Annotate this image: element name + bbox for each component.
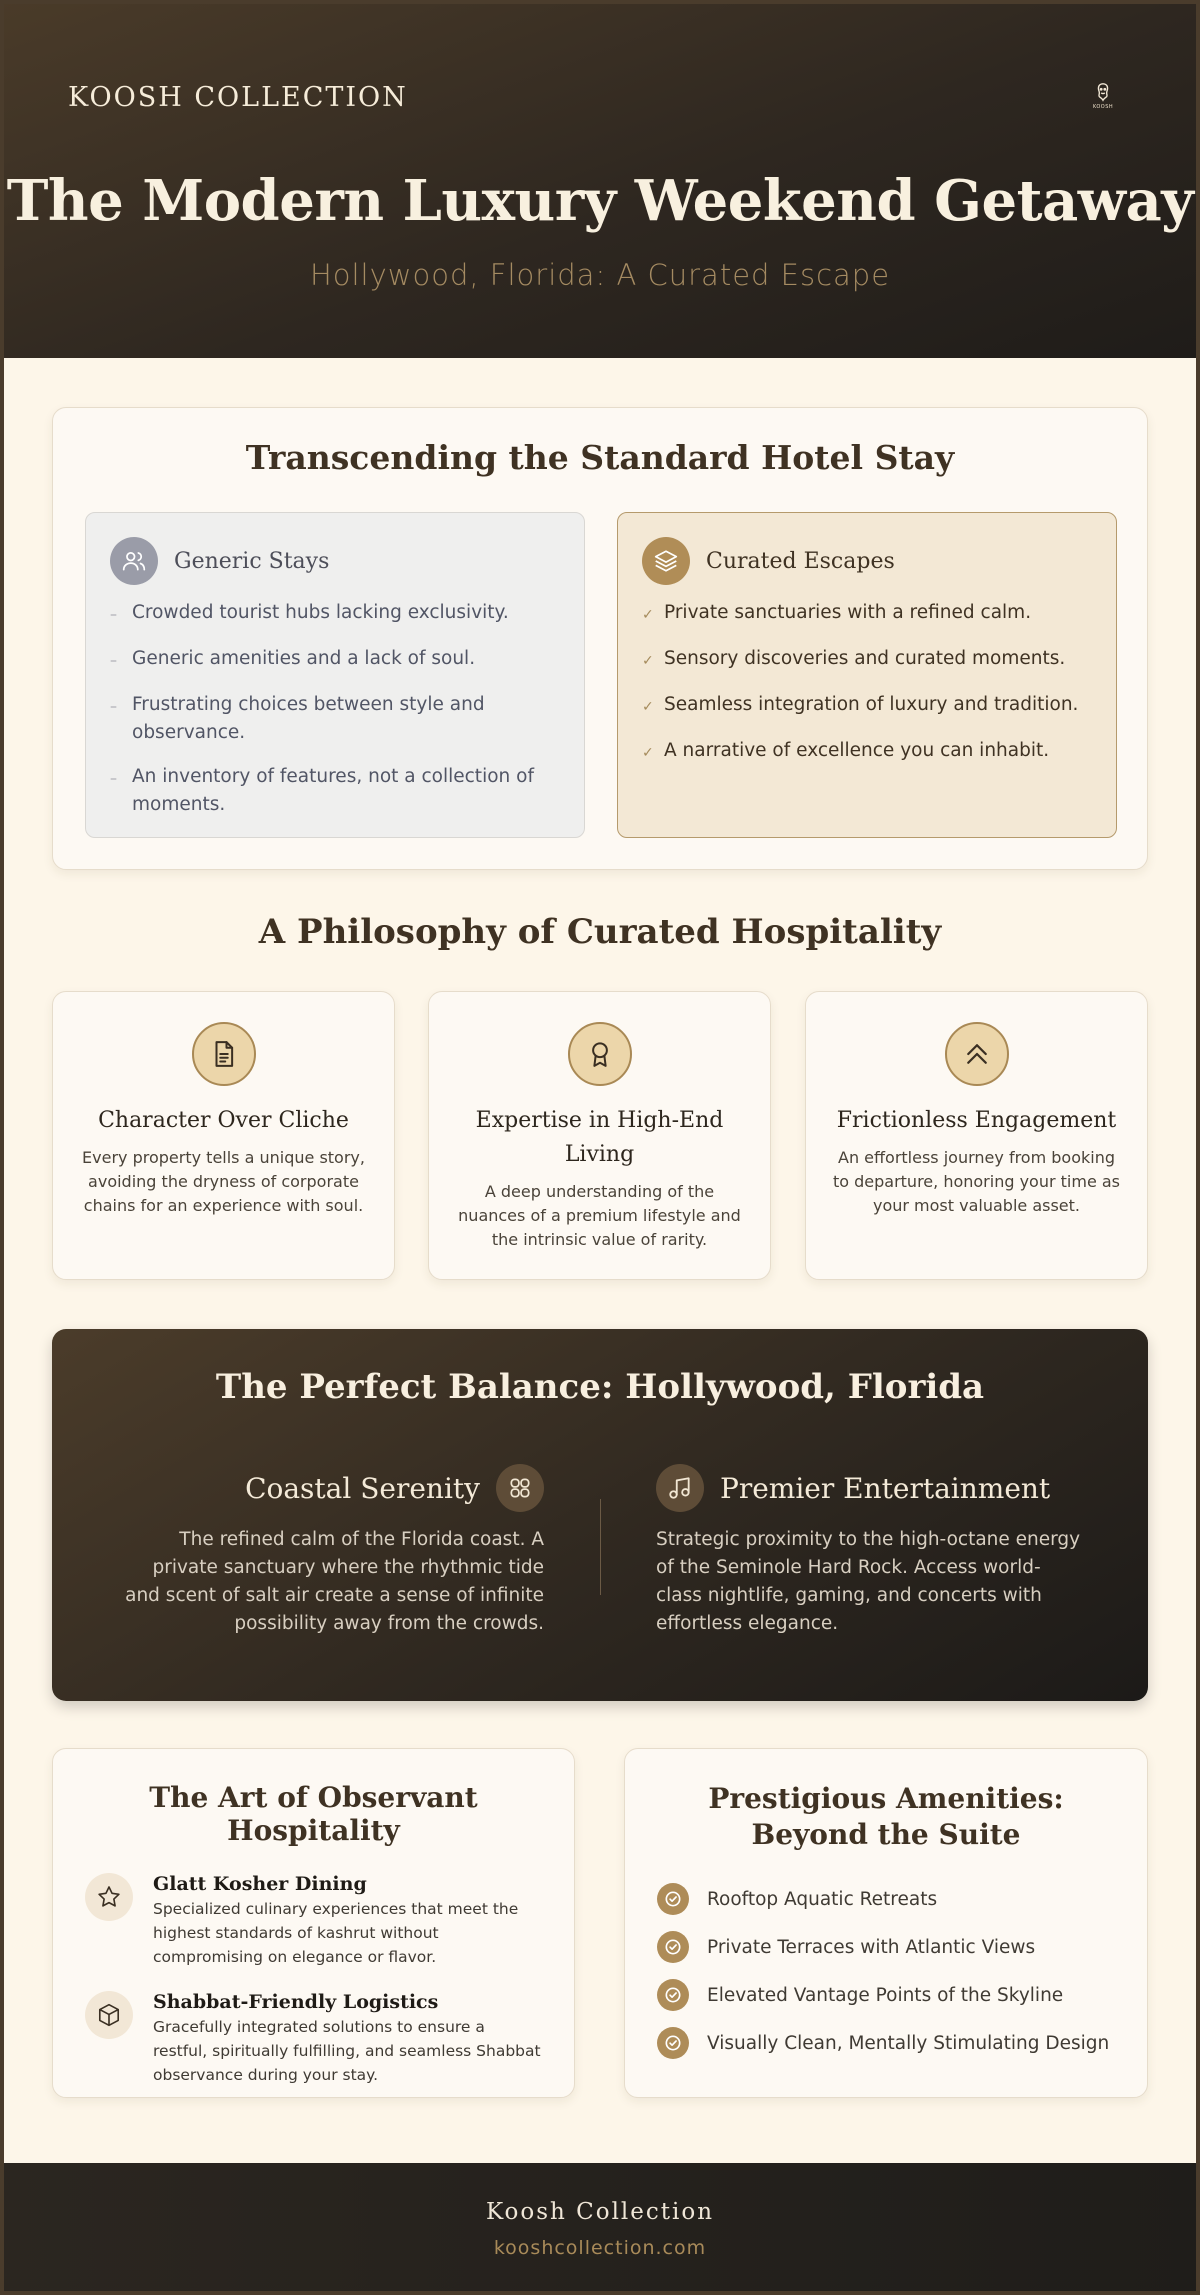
philosophy-card bbox=[805, 991, 1148, 1280]
list-item-text: Frustrating choices between style and observance. bbox=[132, 694, 485, 743]
check-icon: ✓ bbox=[642, 653, 654, 669]
users-icon bbox=[110, 537, 158, 585]
list-item-text: Private sanctuaries with a refined calm. bbox=[664, 602, 1032, 623]
music-icon bbox=[656, 1464, 704, 1512]
list-item-text: Generic amenities and a lack of soul. bbox=[132, 648, 476, 669]
curated-escapes-list bbox=[642, 599, 1092, 767]
generic-stays-panel bbox=[85, 512, 585, 838]
shabbat-logistics-desc: Gracefully integrated solutions to ensure a restful, spiritually fulfilling, and seamless Shabbat observance during your stay. bbox=[153, 2018, 541, 2084]
philosophy-card-desc: An effortless journey from booking to departure, honoring your time as your most valuable asset. bbox=[832, 1148, 1121, 1215]
check-icon: ✓ bbox=[642, 607, 654, 623]
philosophy-title: A Philosophy of Curated Hospitality bbox=[258, 912, 942, 952]
list-item bbox=[642, 599, 1092, 629]
observant-hospitality-card bbox=[52, 1748, 575, 2098]
comparison-card bbox=[52, 407, 1148, 870]
check-circle-icon bbox=[657, 1979, 689, 2011]
check-circle-icon bbox=[657, 1931, 689, 1963]
list-item bbox=[642, 737, 1092, 767]
premier-entertainment-column bbox=[656, 1464, 1082, 1638]
dash-icon: – bbox=[110, 653, 117, 669]
philosophy-card-desc: Every property tells a unique story, avoiding the dryness of corporate chains for an experience with soul. bbox=[82, 1148, 365, 1215]
list-item bbox=[110, 763, 560, 819]
footer bbox=[0, 2163, 1200, 2295]
list-item-text: Sensory discoveries and curated moments. bbox=[664, 648, 1066, 669]
coastal-serenity-title: Coastal Serenity bbox=[245, 1471, 480, 1505]
check-icon: ✓ bbox=[642, 699, 654, 715]
curated-escapes-label: Curated Escapes bbox=[706, 548, 895, 574]
list-item bbox=[85, 1873, 542, 1969]
amenities-title: Prestigious Amenities: Beyond the Suite bbox=[708, 1782, 1064, 1851]
list-item bbox=[657, 1875, 1115, 1923]
amenities-list bbox=[657, 1875, 1115, 2067]
philosophy-card-title: Character Over Cliche bbox=[98, 1108, 349, 1133]
list-item bbox=[110, 599, 560, 629]
list-item bbox=[110, 691, 560, 747]
document-icon bbox=[192, 1022, 256, 1086]
philosophy-card-desc: A deep understanding of the nuances of a premium lifestyle and the intrinsic value of rarity. bbox=[458, 1182, 741, 1249]
page-title: The Modern Luxury Weekend Getaway bbox=[6, 168, 1194, 234]
box-icon bbox=[85, 1991, 133, 2039]
comparison-title: Transcending the Standard Hotel Stay bbox=[245, 438, 955, 477]
list-item-text: Seamless integration of luxury and tradition. bbox=[664, 694, 1079, 715]
chevrons-up-icon bbox=[945, 1022, 1009, 1086]
waves-icon bbox=[496, 1464, 544, 1512]
coastal-serenity-column bbox=[118, 1464, 544, 1638]
layers-icon bbox=[642, 537, 690, 585]
list-item bbox=[642, 691, 1092, 721]
list-item bbox=[110, 645, 560, 675]
generic-stays-list bbox=[110, 599, 560, 819]
coastal-serenity-desc: The refined calm of the Florida coast. A private sanctuary where the rhythmic tide and scent of salt air create a sense of infinite possibility away from the crowds. bbox=[125, 1529, 544, 1634]
dash-icon: – bbox=[110, 699, 117, 715]
check-circle-icon bbox=[657, 1883, 689, 1915]
amenities-card bbox=[624, 1748, 1148, 2098]
amenity-text: Private Terraces with Atlantic Views bbox=[707, 1936, 1036, 1958]
star-icon bbox=[85, 1873, 133, 1921]
footer-brand: Koosh Collection bbox=[485, 2199, 715, 2225]
glatt-kosher-title: Glatt Kosher Dining bbox=[153, 1873, 367, 1895]
shabbat-logistics-title: Shabbat-Friendly Logistics bbox=[153, 1991, 439, 2013]
premier-entertainment-title: Premier Entertainment bbox=[720, 1471, 1051, 1505]
philosophy-card bbox=[428, 991, 771, 1280]
list-item-text: Crowded tourist hubs lacking exclusivity. bbox=[132, 602, 509, 623]
footer-website-link[interactable]: kooshcollection.com bbox=[493, 2237, 707, 2259]
logo-text: KOOSH bbox=[1092, 103, 1114, 110]
philosophy-card-title: Frictionless Engagement bbox=[836, 1108, 1117, 1133]
balance-section bbox=[52, 1329, 1148, 1701]
page-subtitle: Hollywood, Florida: A Curated Escape bbox=[309, 258, 891, 292]
dash-icon: – bbox=[110, 771, 117, 787]
curated-escapes-panel bbox=[617, 512, 1117, 838]
generic-stays-label: Generic Stays bbox=[174, 548, 330, 574]
lion-crest-icon[interactable] bbox=[1083, 75, 1123, 115]
hero-header bbox=[0, 0, 1200, 358]
list-item bbox=[657, 2019, 1115, 2067]
amenity-text: Rooftop Aquatic Retreats bbox=[707, 1888, 938, 1910]
list-item bbox=[657, 1971, 1115, 2019]
amenity-text: Elevated Vantage Points of the Skyline bbox=[707, 1984, 1064, 2006]
premier-entertainment-desc: Strategic proximity to the high-octane energy of the Seminole Hard Rock. Access world-class nightlife, gaming, and concerts with effortless elegance. bbox=[656, 1529, 1081, 1634]
divider bbox=[600, 1499, 601, 1595]
list-item-text: An inventory of features, not a collection of moments. bbox=[132, 766, 534, 815]
check-circle-icon bbox=[657, 2027, 689, 2059]
dash-icon: – bbox=[110, 607, 117, 623]
brand-name[interactable]: KOOSH COLLECTION bbox=[68, 82, 408, 113]
philosophy-card-title: Expertise in High-End Living bbox=[475, 1108, 724, 1167]
award-icon bbox=[568, 1022, 632, 1086]
amenity-text: Visually Clean, Mentally Stimulating Design bbox=[707, 2032, 1110, 2054]
list-item-text: A narrative of excellence you can inhabit. bbox=[664, 740, 1050, 761]
balance-title: The Perfect Balance: Hollywood, Florida bbox=[215, 1367, 985, 1407]
list-item bbox=[85, 1991, 542, 2087]
glatt-kosher-desc: Specialized culinary experiences that meet the highest standards of kashrut without compromising on elegance or flavor. bbox=[153, 1900, 519, 1966]
observant-title: The Art of Observant Hospitality bbox=[149, 1781, 478, 1847]
philosophy-card bbox=[52, 991, 395, 1280]
list-item bbox=[642, 645, 1092, 675]
list-item bbox=[657, 1923, 1115, 1971]
check-icon: ✓ bbox=[642, 745, 654, 761]
